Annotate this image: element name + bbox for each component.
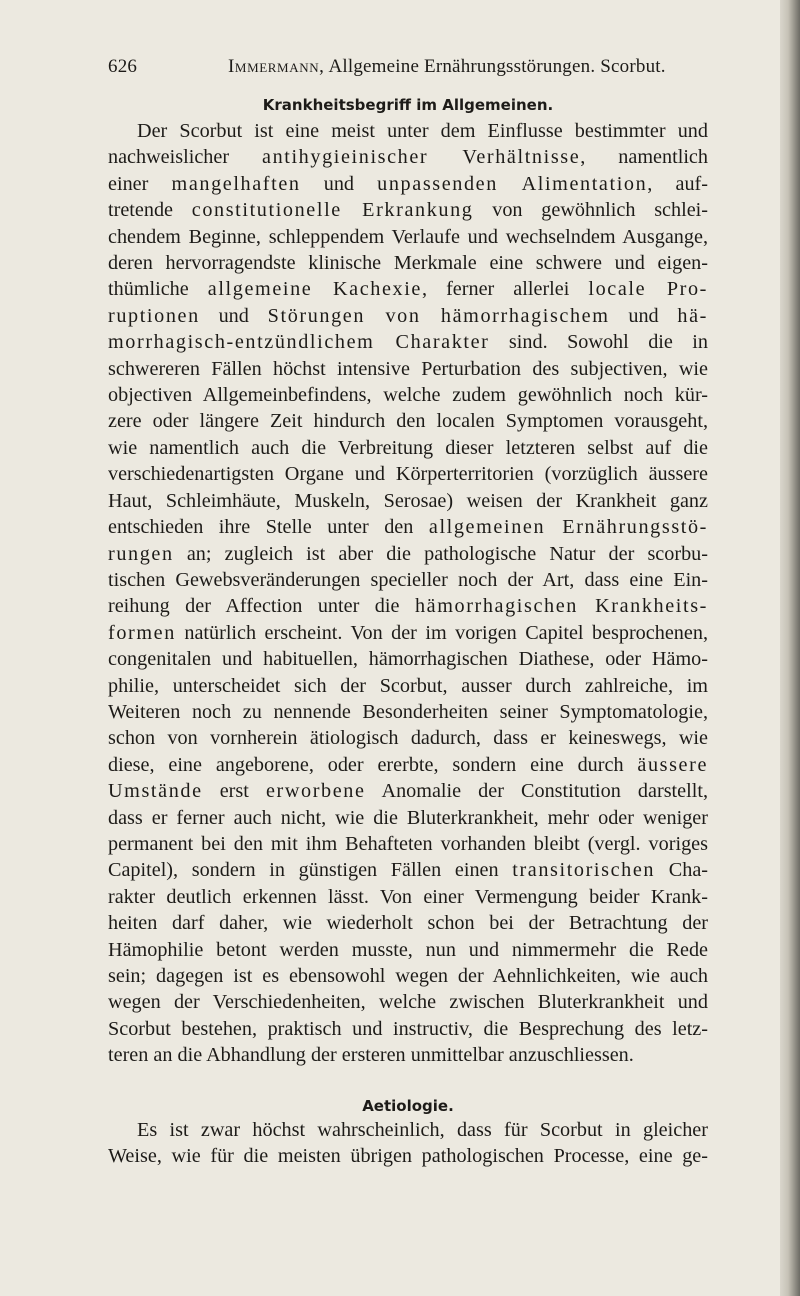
text-line (108, 1117, 708, 1143)
emphasized-text: constitutionelle Erkrankung (191, 199, 474, 222)
text-line (108, 382, 708, 408)
text-run: und (199, 304, 268, 327)
text-line (108, 435, 708, 461)
text-run: chendem Beginne, schleppendem Verlaufe und wechselndem Ausgange, (108, 225, 708, 248)
text-run: Haut, Schleimhäute, Muskeln, Serosae) weisen der Krankheit ganz (108, 489, 708, 512)
emphasized-text: transitorischen (512, 859, 656, 882)
text-line (108, 171, 708, 197)
text-run: wegen der Verschiedenheiten, welche zwischen Bluterkrankheit und (108, 991, 708, 1014)
text-line (108, 197, 708, 223)
text-line (108, 620, 708, 646)
text-run: sein; dagegen ist es ebensowohl wegen der Aehnlichkeiten, wie auch (108, 965, 708, 987)
text-run: Hämophilie betont werden musste, nun und nimmermehr die Rede (108, 938, 708, 961)
text-run: philie, unterscheidet sich der Scorbut, ausser durch zahlreiche, im (108, 674, 708, 697)
text-run: sind. Sowohl die in (489, 331, 708, 354)
section-heading-aetiologie: Aetiologie. (362, 1097, 454, 1115)
text-line (108, 646, 708, 672)
text-run: und (609, 304, 678, 327)
text-line (108, 329, 708, 355)
page-number: 626 (108, 56, 138, 77)
text-run: , ferner allerlei (422, 278, 589, 301)
text-line (108, 752, 708, 778)
paragraph-krankheitsbegriff (108, 118, 708, 1069)
text-line (108, 488, 708, 514)
text-run: Weiteren noch zu nennende Besonderheiten seiner Symptomatologie, (108, 700, 708, 723)
text-line (108, 303, 708, 329)
text-line (108, 276, 708, 302)
text-line (108, 857, 708, 883)
text-line (108, 1042, 708, 1068)
text-line (108, 699, 708, 725)
text-line (108, 541, 708, 567)
emphasized-text: hä- (677, 304, 708, 327)
text-line (108, 725, 708, 751)
text-line (108, 224, 708, 250)
text-run: Es ist zwar höchst wahrscheinlich, dass für Scorbut in gleicher (137, 1119, 708, 1141)
text-run: entschieden ihre Stelle unter den (108, 516, 429, 539)
text-line (108, 144, 708, 170)
section-heading-krankheitsbegriff: Krankheitsbegriff im Allgemeinen. (262, 96, 554, 114)
text-run: von gewöhnlich schlei- (473, 199, 709, 222)
text-run: wie namentlich auch die Verbreitung dieser letzteren selbst auf die (108, 436, 708, 459)
emphasized-text: ruptionen (108, 304, 200, 327)
running-header (108, 56, 708, 84)
text-run: verschiedenartigsten Organe und Körperterritorien (vorzüglich äussere (108, 463, 708, 486)
emphasized-text: allgemeine Kachexie (207, 278, 422, 301)
text-line (108, 118, 708, 144)
text-run: an; zugleich ist aber die pathologische Natur der scorbu- (173, 542, 708, 565)
text-line (108, 937, 708, 963)
emphasized-text: mangelhaften (171, 172, 301, 195)
text-line (108, 673, 708, 699)
text-line (108, 408, 708, 434)
text-run: und (300, 172, 378, 195)
paragraph-lines (108, 118, 708, 1069)
text-line (108, 910, 708, 936)
text-run: einer (108, 172, 172, 195)
text-run: tischen Gewebsveränderungen specieller noch der Art, dass eine Ein- (108, 568, 708, 591)
text-line (108, 356, 708, 382)
text-line (108, 831, 708, 857)
text-line (108, 989, 708, 1015)
text-run: heiten darf daher, wie wiederholt schon bei der Betrachtung der (108, 912, 708, 935)
paragraph-aetiologie (108, 1117, 708, 1170)
text-run: Capitel), sondern in günstigen Fällen einen (108, 859, 513, 882)
text-run: reihung der Affection unter die (108, 595, 415, 618)
text-run: objectiven Allgemeinbefindens, welche zudem gewöhnlich noch kür- (108, 384, 708, 407)
text-line (108, 567, 708, 593)
text-run: thümliche (108, 278, 208, 301)
emphasized-text: formen (108, 621, 176, 644)
text-run: Anomalie der Constitution darstellt, (365, 780, 708, 803)
text-run: natürlich erscheint. Von der im vorigen Capitel besprochenen, (175, 621, 708, 644)
text-run: zere oder längere Zeit hindurch den localen Symptomen vorausgeht, (108, 410, 708, 433)
text-run: diese, eine angeborene, oder ererbte, sondern eine durch (108, 753, 638, 776)
text-run: teren an die Abhandlung der ersteren unmittelbar anzuschliessen. (108, 1044, 634, 1067)
text-run: deren hervorragendste klinische Merkmale eine schwere und eigen- (108, 252, 708, 275)
text-line (108, 778, 708, 804)
emphasized-text: erworbene (265, 780, 366, 803)
text-line (108, 1143, 708, 1169)
text-run: Der Scorbut ist eine meist unter dem Einflusse bestimmter und (137, 120, 708, 142)
text-line (108, 1016, 708, 1042)
text-line (108, 514, 708, 540)
text-line (108, 593, 708, 619)
text-run: , namentlich (580, 146, 708, 169)
emphasized-text: Umstände (108, 780, 203, 803)
header-author: Immermann, (228, 56, 325, 77)
text-run: tretende (108, 199, 192, 222)
text-run: Scorbut bestehen, praktisch und instructiv, die Besprechung des letz- (108, 1017, 708, 1040)
text-run: nachweislicher (108, 146, 263, 169)
emphasized-text: hämorrhagischen Krankheits- (414, 595, 708, 618)
text-run: rakter deutlich erkennen lässt. Von einer Vermengung beider Krank- (108, 885, 708, 908)
text-line (108, 884, 708, 910)
text-run: Weise, wie für die meisten übrigen pathologischen Processe, eine ge- (108, 1145, 708, 1168)
header-title: Allgemeine Ernährungsstörungen. Scorbut. (328, 56, 666, 77)
emphasized-text: locale Pro- (588, 278, 708, 301)
paragraph-lines (108, 1117, 708, 1170)
page-edge-shadow (780, 0, 800, 1296)
emphasized-text: unpassenden Alimentation (377, 172, 648, 195)
text-run: schwereren Fällen höchst intensive Perturbation des subjectiven, wie (108, 357, 708, 380)
text-run: schon von vornherein ätiologisch dadurch, dass er keineswegs, wie (108, 727, 708, 750)
text-line (108, 250, 708, 276)
text-run: dass er ferner auch nicht, wie die Bluterkrankheit, mehr oder weniger (108, 806, 708, 829)
text-run: Cha- (655, 859, 708, 882)
text-run: erst (202, 780, 266, 803)
text-line (108, 963, 708, 989)
emphasized-text: Störungen von hämorrhagischem (267, 304, 610, 327)
emphasized-text: rungen (108, 542, 174, 565)
text-run: congenitalen und habituellen, hämorrhagischen Diathese, oder Hämo- (108, 648, 708, 671)
emphasized-text: allgemeinen Ernährungsstö- (428, 516, 709, 539)
text-line (108, 805, 708, 831)
text-run: , auf- (647, 172, 708, 195)
text-run: permanent bei den mit ihm Behafteten vorhanden bleibt (vergl. voriges (108, 832, 708, 855)
emphasized-text: antihygieinischer Verhältnisse (262, 146, 581, 169)
emphasized-text: morrhagisch-entzündlichem Charakter (108, 331, 490, 354)
emphasized-text: äussere (637, 753, 708, 776)
text-line (108, 461, 708, 487)
running-title (228, 56, 666, 78)
